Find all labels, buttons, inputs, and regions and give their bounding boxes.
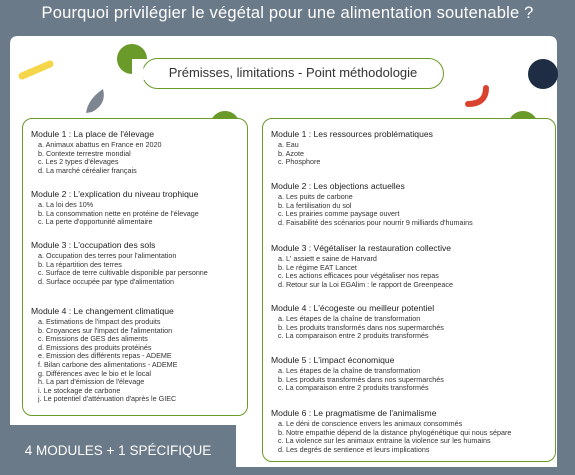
module-2 bbox=[271, 181, 551, 227]
module-item: b. La répartition des terres bbox=[38, 259, 122, 269]
module-item: a. Les étapes de la chaîne de transformation bbox=[278, 366, 421, 375]
module-3 bbox=[271, 243, 551, 289]
module-5 bbox=[271, 355, 551, 393]
module-title: Module 1 : Les ressources problématiques bbox=[271, 129, 433, 139]
module-item: i. Le stockage de carbone bbox=[38, 385, 121, 395]
module-item: a. Occupation des terres pour l'alimentation bbox=[38, 251, 177, 260]
module-item-list bbox=[271, 141, 551, 167]
module-item: c. Les actions efficaces pour végétaliser nos repas bbox=[278, 271, 439, 281]
module-item: b. Azote bbox=[278, 148, 304, 158]
module-item-list bbox=[31, 201, 243, 227]
module-item: d. Surface occupée par type d'alimentation bbox=[38, 276, 175, 286]
module-3 bbox=[31, 240, 243, 286]
module-item: f. Bilan carbone des alimentations - ADEME bbox=[38, 359, 178, 369]
module-1 bbox=[31, 129, 243, 175]
module-title: Module 3 : L'occupation des sols bbox=[31, 240, 156, 250]
module-title: Module 2 : L'explication du niveau trophique bbox=[31, 189, 199, 199]
module-item: b. Contexte terrestre mondial bbox=[38, 148, 131, 158]
yellow-stroke-decoration bbox=[22, 64, 50, 76]
module-item: e. Emission des différents repas - ADEME bbox=[38, 351, 172, 361]
module-item: b. Notre empathie dépend de la distance phylogénétique qui nous sépare bbox=[278, 427, 512, 437]
module-item: j. Le potentiel d'atténuation d'après le GIEC bbox=[38, 394, 177, 404]
module-item: c. Surface de terre cultivable disponible par personne bbox=[38, 268, 208, 278]
module-title: Module 4 : L'écogeste ou meilleur potentiel bbox=[271, 303, 435, 313]
module-item: a. Les étapes de la chaîne de transformation bbox=[278, 314, 421, 323]
module-item-list bbox=[271, 420, 551, 454]
module-title: Module 5 : L'impact économique bbox=[271, 355, 395, 365]
module-item: c. Les prairies comme paysage ouvert bbox=[278, 209, 400, 219]
module-title: Module 4 : Le changement climatique bbox=[31, 306, 174, 316]
module-item: d. Emissions des produits protéinés bbox=[38, 342, 152, 352]
module-6 bbox=[271, 408, 551, 454]
module-item: a. Le déni de conscience envers les animaux consommés bbox=[278, 419, 463, 428]
navy-dot-decoration bbox=[528, 59, 558, 89]
module-title: Module 3 : Végétaliser la restauration collective bbox=[271, 243, 452, 253]
section-1-label: Prémisses, limitations - Point méthodologie bbox=[168, 65, 418, 80]
module-title: Module 6 : Le pragmatisme de l'animalisme bbox=[271, 408, 437, 418]
footer-text: 4 MODULES + 1 SPÉCIFIQUE bbox=[24, 443, 212, 458]
red-arc-decoration bbox=[468, 88, 486, 104]
module-item: d. Faisabilité des scénarios pour nourrir 9 milliards d'humains bbox=[278, 217, 473, 227]
section-1-number: 1 bbox=[136, 60, 149, 85]
module-item-list bbox=[31, 252, 243, 286]
section-1-pill bbox=[142, 58, 444, 89]
module-item: a. L' assiett e saine de Harvard bbox=[278, 254, 377, 263]
module-item: c. La comparaison entre 2 produits transformés bbox=[278, 331, 429, 341]
module-4 bbox=[31, 306, 243, 404]
module-item: d. Les degrés de sentience et leurs implications bbox=[278, 444, 430, 454]
module-item: d. Retour sur la Loi EGAlim : le rapport de Greenpeace bbox=[278, 279, 453, 289]
module-item: c. La comparaison entre 2 produits transformés bbox=[278, 383, 429, 393]
left-panel bbox=[22, 118, 248, 416]
module-item-list bbox=[271, 255, 551, 289]
module-item-list bbox=[271, 193, 551, 227]
module-item: g. Différences avec le bio et le local bbox=[38, 368, 151, 378]
module-item-list bbox=[271, 367, 551, 393]
module-item: b. La fertilisation du sol bbox=[278, 200, 352, 210]
module-item: b. Le régime EAT Lancet bbox=[278, 262, 357, 272]
module-item: a. Eau bbox=[278, 140, 299, 149]
module-title: Module 2 : Les objections actuelles bbox=[271, 181, 405, 191]
module-item: a. La loi des 10% bbox=[38, 200, 94, 209]
module-item: a. Animaux abattus en France en 2020 bbox=[38, 140, 162, 149]
module-item: c. Les 2 types d'élevages bbox=[38, 157, 119, 167]
grey-drop-decoration bbox=[86, 89, 104, 113]
module-item-list bbox=[271, 315, 551, 341]
module-item-list bbox=[31, 318, 243, 404]
page-title: Pourquoi privilégier le végétal pour une alimentation soutenable ? bbox=[41, 4, 534, 22]
module-item: c. La perte d'opportunité alimentaire bbox=[38, 217, 153, 227]
right-panel bbox=[262, 118, 556, 462]
module-1 bbox=[271, 129, 551, 167]
module-item: c. La violence sur les animaux entraine la violence sur les humains bbox=[278, 436, 491, 446]
module-title: Module 1 : La place de l'élevage bbox=[31, 129, 154, 139]
section-2-number: 2 bbox=[214, 127, 227, 152]
module-item: d. La marché céréalier français bbox=[38, 165, 137, 175]
module-2 bbox=[31, 189, 243, 227]
module-4 bbox=[271, 303, 551, 341]
module-item: b. Croyances sur l'impact de l'alimentation bbox=[38, 325, 173, 335]
module-item: c. Emissions de GES des aliments bbox=[38, 334, 148, 344]
module-item: a. Les puits de carbone bbox=[278, 192, 353, 201]
module-item: b. Les produits transformés dans nos supermarchés bbox=[278, 322, 444, 332]
module-item: a. Estimations de l'impact des produits bbox=[38, 317, 161, 326]
module-item-list bbox=[31, 141, 243, 175]
module-item: b. Les produits transformés dans nos supermarchés bbox=[278, 374, 444, 384]
section-3-number: 3 bbox=[512, 127, 525, 152]
module-item: h. La part d'émission de l'élevage bbox=[38, 377, 145, 387]
module-item: b. La consommation nette en protéine de l'élevage bbox=[38, 208, 199, 218]
module-item: c. Phosphore bbox=[278, 157, 321, 167]
